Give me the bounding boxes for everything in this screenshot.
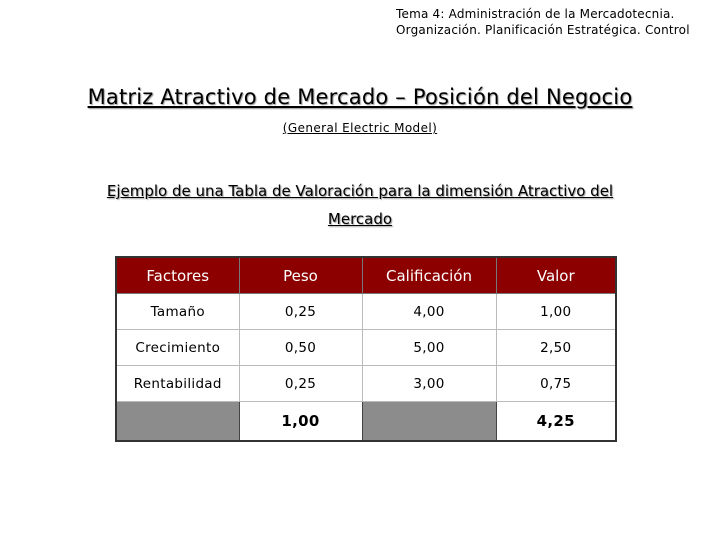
section-heading-line-2: Mercado (327, 210, 393, 228)
table-row (116, 330, 616, 366)
valuation-table (115, 256, 617, 442)
header-valor: Valor (496, 257, 616, 294)
cell-calificacion: 5,00 (362, 330, 496, 366)
total-valor: 4,25 (496, 402, 616, 442)
cell-valor: 2,50 (496, 330, 616, 366)
cell-factor: Tamaño (116, 294, 239, 330)
table-row (116, 294, 616, 330)
cell-factor: Rentabilidad (116, 366, 239, 402)
slide-header (396, 6, 716, 38)
cell-factor: Crecimiento (116, 330, 239, 366)
cell-calificacion: 4,00 (362, 294, 496, 330)
total-empty-cell (116, 402, 239, 442)
table-row (116, 366, 616, 402)
cell-valor: 1,00 (496, 294, 616, 330)
cell-peso: 0,50 (239, 330, 362, 366)
header-line-2: Organización. Planificación Estratégica. Control (396, 23, 690, 37)
cell-valor: 0,75 (496, 366, 616, 402)
cell-calificacion: 3,00 (362, 366, 496, 402)
page-subtitle: (General Electric Model) (282, 121, 438, 135)
header-factores: Factores (116, 257, 239, 294)
total-empty-cell (362, 402, 496, 442)
table-total-row (116, 402, 616, 442)
section-heading-line-1: Ejemplo de una Tabla de Valoración para la dimensión Atractivo del (106, 182, 614, 200)
section-heading (60, 177, 660, 233)
total-peso: 1,00 (239, 402, 362, 442)
header-calificacion: Calificación (362, 257, 496, 294)
cell-peso: 0,25 (239, 294, 362, 330)
header-line-1: Tema 4: Administración de la Mercadotecnia. (396, 7, 675, 21)
cell-peso: 0,25 (239, 366, 362, 402)
header-peso: Peso (239, 257, 362, 294)
page-title: Matriz Atractivo de Mercado – Posición del Negocio (87, 85, 633, 109)
table-header-row (116, 257, 616, 294)
